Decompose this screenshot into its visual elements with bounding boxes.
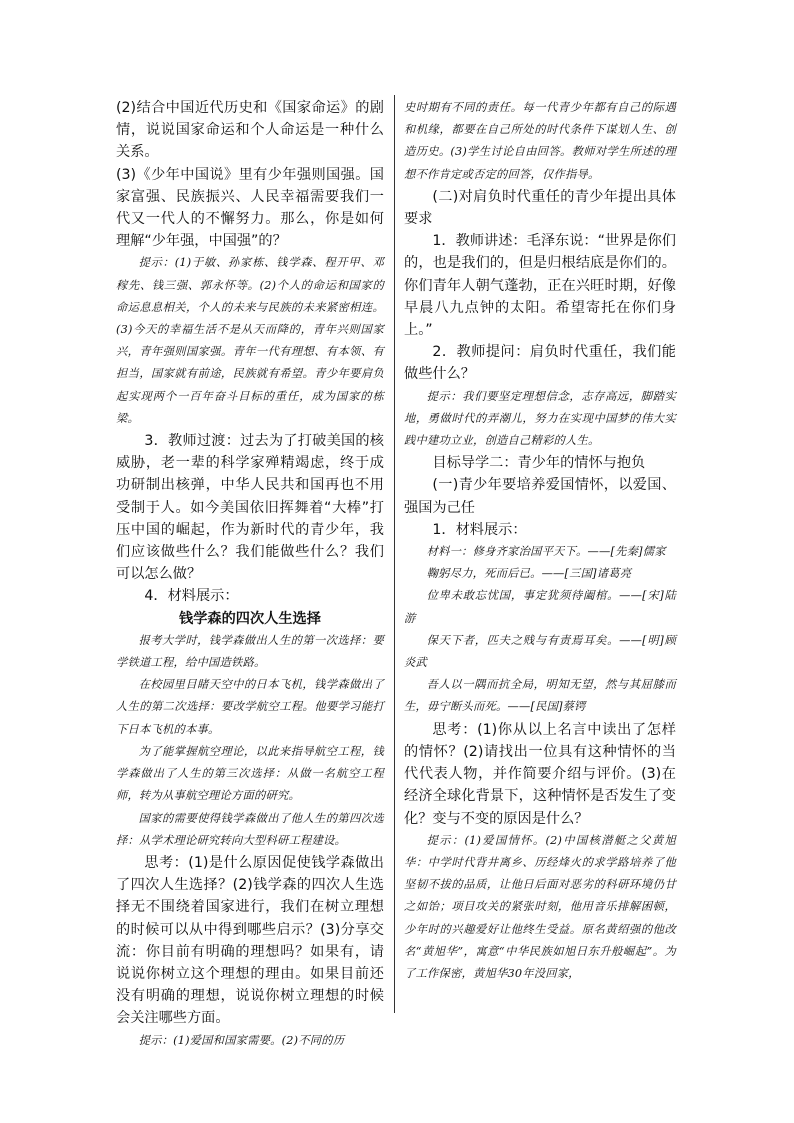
right-paragraph: 史时期有不同的责任。每一代青少年都有自己的际遇和机缘，都要在自己所处的时代条件下谋划人生、创造历史。(3)学生讨论自由回答。教师对学生所述的理想不作肯定或否定的回答，仅作指导。: [404, 101, 676, 181]
left-paragraph: 提示：(1)爱国和国家需要。(2)不同的历: [138, 1033, 345, 1047]
left-paragraph: 钱学森的四次人生选择: [179, 610, 321, 627]
right-paragraph: 材料一：修身齐家治国平天下。——[先秦]儒家: [426, 545, 666, 559]
left-paragraph: 3．教师过渡：过去为了打破美国的核威胁，老一辈的科学家殚精竭虑，终于成功研制出核弹，中华人民共和国再也不用受制于人。如今美国依旧挥舞着“大棒”打压中国的崛起，作为新时代的青少年，我们应该做些什么？我们能做些什么？我们可以怎么做？: [116, 433, 384, 583]
right-paragraph: 目标导学二：青少年的情怀与抱负: [432, 455, 646, 472]
left-column: [116, 97, 384, 1052]
column-divider: [394, 95, 395, 1013]
right-paragraph: 提示：我们要坚定理想信念，志存高远，脚踏实地，勇做时代的弄潮儿，努力在实现中国梦的伟大实践中建功立业，创造自己精彩的人生。: [404, 389, 676, 448]
right-paragraph: 鞠躬尽力，死而后已。——[三国]诸葛亮: [426, 567, 632, 581]
right-paragraph: 1．材料展示：: [432, 521, 527, 538]
left-paragraph: (3)《少年中国说》里有少年强则国强。国家富强、民族振兴、人民幸福需要我们一代又一代人的不懈努力。那么，你是如何理解“少年强，中国强”的？: [116, 166, 384, 250]
right-paragraph: 位卑未敢忘忧国，事定犹须待阖棺。——[宋]陆游: [404, 589, 676, 625]
right-paragraph: 思考：(1)你从以上名言中读出了怎样的情怀？(2)请找出一位具有这种情怀的当代代表人物，并作简要介绍与评价。(3)在经济全球化背景下，这种情怀是否发生了变化？变与不变的原因是什么？: [404, 721, 676, 827]
right-paragraph: 吾人以一隅而抗全局，明知无望，然与其屈膝而生，毋宁断头而死。——[民国]蔡锷: [404, 678, 676, 714]
right-paragraph: 1．教师讲述：毛泽东说：“世界是你们的，也是我们的，但是归根结底是你们的。你们青年人朝气蓬勃，正在兴旺时期，好像早晨八九点钟的太阳。希望寄托在你们身上。”: [404, 233, 676, 339]
right-paragraph: 提示：(1)爱国情怀。(2)中国核潜艇之父黄旭华：中学时代背井离乡、历经烽火的求学路培养了他坚韧不拔的品质，让他日后面对恶劣的科研环境仍甘之如饴；项目攻关的紧张时刻，他用音乐排解困顿，少年时的兴趣爱好让他终生受益。原名黄绍强的他改名“黄旭华”，寓意“中华民族如旭日东升般崛起”。为了工作保密，黄旭华30年没回家，: [404, 833, 676, 980]
right-paragraph: 保天下者，匹夫之贱与有责焉耳矣。——[明]顾炎武: [404, 633, 676, 670]
right-paragraph: 2．教师提问：肩负时代重任，我们能做些什么？: [404, 344, 676, 383]
left-paragraph: 4．材料展示：: [144, 588, 239, 605]
left-paragraph: 国家的需要使得钱学森做出了他人生的第四次选择：从学术理论研究转向大型科研工程建设。: [116, 811, 384, 847]
left-paragraph: 报考大学时，钱学森做出人生的第一次选择：要学铁道工程，给中国造铁路。: [116, 633, 384, 670]
left-paragraph: (2)结合中国近代历史和《国家命运》的剧情，说说国家命运和个人命运是一种什么关系。: [116, 100, 384, 161]
left-paragraph: 提示：(1)于敏、孙家栋、钱学森、程开甲、邓稼先、钱三强、郭永怀等。(2)个人的命运和国家的命运息息相关，个人的未来与民族的未来紧密相连。(3)今天的幸福生活不是从天而降的，青年兴则国家兴，青年强则国家强。青年一代有理想、有本领、有担当，国家就有前途，民族就有希望。青少年要肩负起实现两个一百年奋斗目标的重任，成为国家的栋梁。: [116, 256, 384, 425]
left-paragraph: 为了能掌握航空理论，以此来指导航空工程，钱学森做出了人生的第三次选择：从做一名航空工程师，转为从事航空理论方面的研究。: [116, 744, 384, 803]
right-paragraph: (一)青少年要培养爱国情怀，以爱国、强国为己任: [404, 477, 676, 516]
left-paragraph: 在校园里目睹天空中的日本飞机，钱学森做出了人生的第二次选择：要改学航空工程。他要学习能打下日本飞机的本事。: [116, 678, 384, 736]
left-paragraph: 思考：(1)是什么原因促使钱学森做出了四次人生选择？(2)钱学森的四次人生选择无不围绕着国家进行，我们在树立理想的时候可以从中得到哪些启示？(3)分享交流：你目前有明确的理想吗？如果有，请说说你树立这个理想的理由。如果目前还没有明确的理想，说说你树立理想的时候会关注哪些方面。: [116, 854, 384, 1027]
right-paragraph: (二)对肩负时代重任的青少年提出具体要求: [404, 188, 676, 228]
right-column: [404, 97, 676, 985]
